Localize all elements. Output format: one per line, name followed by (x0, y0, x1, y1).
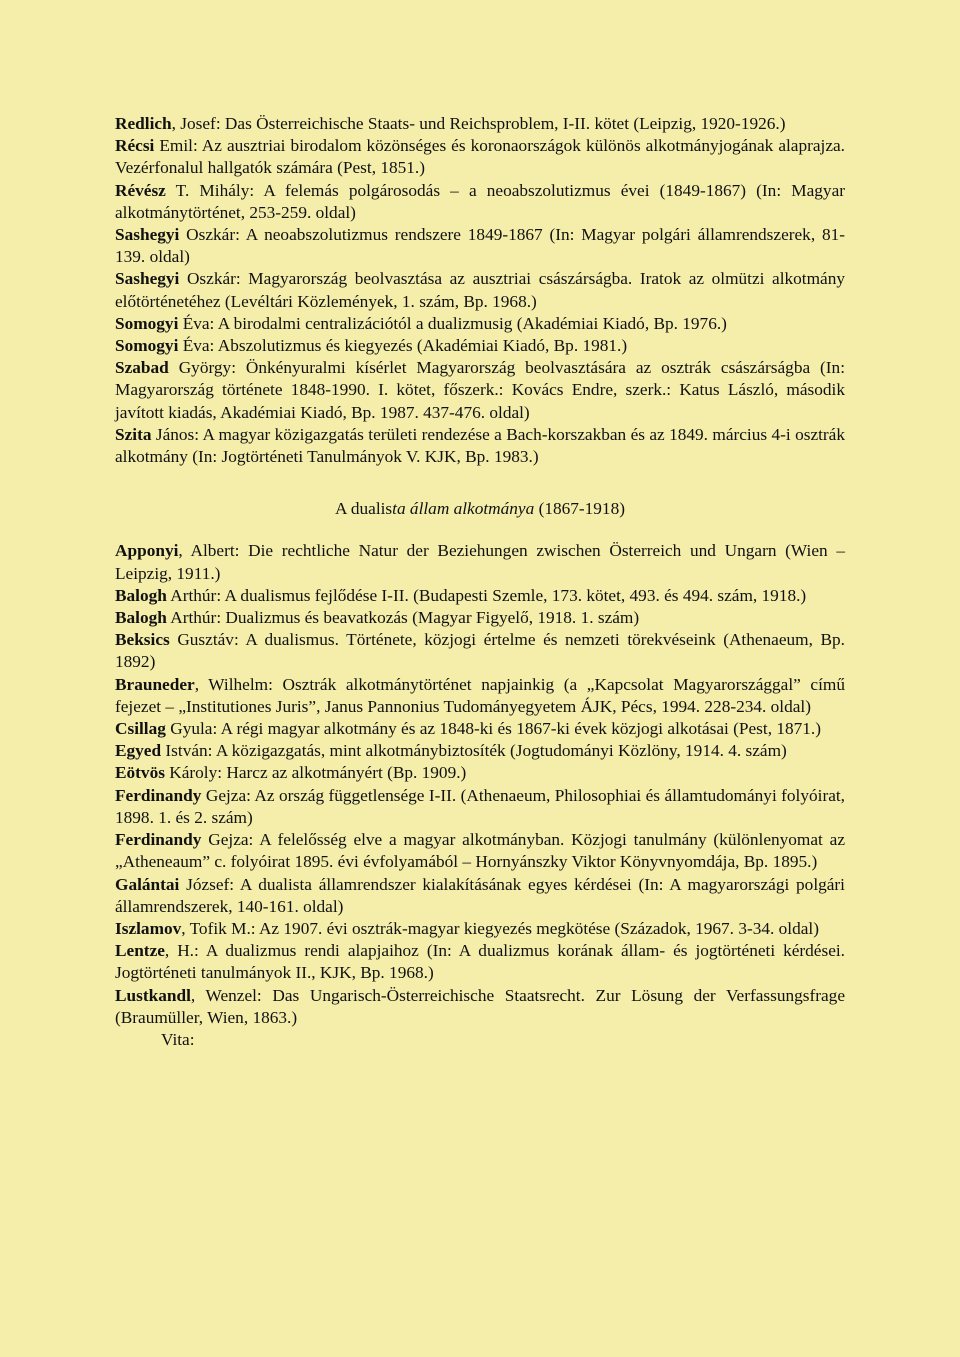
entry-text: , Josef: Das Österreichische Staats- und Reichsproblem, I-II. kötet (Leipzig, 1920-1926.) (171, 114, 786, 133)
entry-text: , Wilhelm: Osztrák alkotmánytörténet napjainkig (a „Kapcsolat Magyarországgal” című fejezet – „Institutiones Juris”, Janus Pannonius Tudományegyetem ÁJK, Pécs, 1994. 228-234. oldal) (115, 674, 845, 716)
entry-author: Beksics (115, 630, 170, 650)
bibliography-list-neoabsolutism (115, 113, 845, 468)
bibliography-entry (115, 335, 845, 357)
entry-author: Ferdinandy (115, 830, 202, 850)
entry-text: Gyula: A régi magyar alkotmány és az 1848-ki és 1867-ki évek közjogi alkotásai (Pest, 1871.) (165, 719, 821, 739)
entry-author: Redlich (115, 114, 172, 133)
entry-author: Egyed (115, 741, 162, 761)
bibliography-entry (115, 918, 845, 940)
bibliography-entry (115, 540, 845, 584)
entry-author: Lustkandl (115, 985, 191, 1005)
bibliography-entry (115, 357, 845, 424)
entry-text: Gejza: Az ország függetlensége I-II. (Athenaeum, Philosophiai és államtudományi folyóirat, 1898. 1. és 2. szám) (115, 785, 845, 827)
entry-text: Oszkár: Magyarország beolvasztása az ausztriai császárságba. Iratok az olmützi alkotmány előtörténetéhez (Levéltári Közlemények, 1. szám, Bp. 1968.) (115, 269, 845, 311)
entry-author: Sashegyi (115, 269, 180, 289)
bibliography-entry (115, 829, 845, 873)
bibliography-entry (115, 607, 845, 629)
entry-author: Szita (115, 424, 152, 444)
entry-text: , H.: A dualizmus rendi alapjaihoz (In: A dualizmus korának állam- és jogtörténeti kérdései. Jogtörténeti tanulmányok II., KJK, Bp. 1968.) (115, 941, 845, 983)
bibliography-entry (115, 740, 845, 762)
bibliography-entry (115, 785, 845, 829)
entry-author: Somogyi (115, 336, 179, 356)
entry-author: Balogh (115, 585, 167, 605)
bibliography-entry (115, 985, 845, 1029)
bibliography-entry (115, 762, 845, 784)
bibliography-entry (115, 674, 845, 718)
entry-author: Iszlamov (115, 918, 182, 938)
entry-author: Balogh (115, 608, 167, 628)
entry-author: Somogyi (115, 313, 179, 333)
bibliography-entry (115, 940, 845, 984)
entry-text: János: A magyar közigazgatás területi rendezése a Bach-korszakban és az 1849. március 4-i osztrák alkotmány (In: Jogtörténeti Tanulmányok V. KJK, Bp. 1983.) (115, 424, 845, 467)
entry-text: T. Mihály: A felemás polgárosodás – a neoabszolutizmus évei (1849-1867) (In: Magyar alkotmánytörténet, 253-259. oldal) (115, 180, 845, 222)
entry-text: Gusztáv: A dualismus. Története, közjogi értelme és nemzeti törekvéseink (Athenaeum, Bp. 1892) (115, 630, 845, 672)
entry-author: Lentze (115, 941, 165, 961)
entry-author: Szabad (115, 358, 169, 378)
bibliography-entry (115, 313, 845, 335)
vita-label: Vita: (161, 1029, 195, 1049)
entry-author: Csillag (115, 719, 166, 739)
section-heading (115, 498, 845, 520)
entry-text: Oszkár: A neoabszolutizmus rendszere 1849-1867 (In: Magyar polgári államrendszerek, 81-139. oldal) (115, 225, 845, 267)
section-heading-part: A dualis (335, 499, 393, 519)
bibliography-entry (115, 135, 845, 179)
entry-author: Apponyi (115, 541, 179, 561)
entry-text: , Albert: Die rechtliche Natur der Beziehungen zwischen Österreich und Ungarn (Wien – Leipzig, 1911.) (115, 541, 845, 583)
bibliography-list-dualism (115, 540, 845, 1028)
entry-text: Arthúr: A dualismus fejlődése I-II. (Budapesti Szemle, 173. kötet, 493. és 494. szám, 1918.) (166, 585, 807, 605)
entry-text: József: A dualista államrendszer kialakításának egyes kérdései (In: A magyarországi polgári államrendszerek, 140-161. oldal) (115, 874, 845, 916)
entry-text: Arthúr: Dualizmus és beavatkozás (Magyar Figyelő, 1918. 1. szám) (166, 608, 640, 628)
entry-text: Éva: A birodalmi centralizációtól a dualizmusig (Akadémiai Kiadó, Bp. 1976.) (178, 313, 727, 333)
entry-text: István: A közigazgatás, mint alkotmánybiztosíték (Jogtudományi Közlöny, 1914. 4. szám) (161, 741, 787, 761)
bibliography-entry (115, 180, 845, 224)
bibliography-entry (115, 629, 845, 673)
entry-text: , Wenzel: Das Ungarisch-Österreichische Staatsrecht. Zur Lösung der Verfassungsfrage (Braumüller, Wien, 1863.) (115, 985, 845, 1027)
entry-text: Károly: Harcz az alkotmányért (Bp. 1909.) (164, 763, 467, 783)
entry-author: Brauneder (115, 674, 195, 694)
bibliography-entry (115, 585, 845, 607)
bibliography-entry (115, 874, 845, 918)
entry-text: Éva: Abszolutizmus és kiegyezés (Akadémiai Kiadó, Bp. 1981.) (178, 336, 628, 356)
entry-author: Ferdinandy (115, 785, 202, 805)
entry-text: , Tofik M.: Az 1907. évi osztrák-magyar kiegyezés megkötése (Századok, 1967. 3-34. oldal) (181, 918, 819, 938)
entry-text: György: Önkényuralmi kísérlet Magyarország beolvasztására az osztrák császárságba (In: Magyarország története 1848-1990. I. kötet, főszerk.: Kovács Endre, szerk.: Katus László, második javított kiadás, Akadémiai Kiadó, Bp. 1987. 437-476. oldal) (115, 358, 845, 422)
entry-author: Sashegyi (115, 225, 180, 245)
section-heading-italic: ta állam alkotmánya (392, 499, 535, 519)
bibliography-entry (115, 224, 845, 268)
bibliography-entry (115, 268, 845, 312)
entry-text: Gejza: A felelősség elve a magyar alkotmányban. Közjogi tanulmány (különlenyomat az „Atheneaum” c. folyóirat 1895. évi évfolyamából – Hornyánszky Viktor Könyvnyomdája, Bp. 1895.) (115, 830, 845, 872)
entry-author: Récsi (115, 136, 155, 156)
section-heading-years: (1867-1918) (534, 499, 625, 519)
bibliography-entry (115, 718, 845, 740)
entry-author: Révész (115, 180, 166, 200)
bibliography-entry (115, 424, 845, 468)
bibliography-entry (115, 113, 845, 135)
entry-author: Galántai (115, 874, 180, 894)
entry-author: Eötvös (115, 763, 165, 783)
entry-text: Emil: Az ausztriai birodalom közönséges és koronaországok különös alkotmányjogának alaprajza. Vezérfonalul hallgatók számára (Pest, 1851.) (115, 136, 845, 178)
